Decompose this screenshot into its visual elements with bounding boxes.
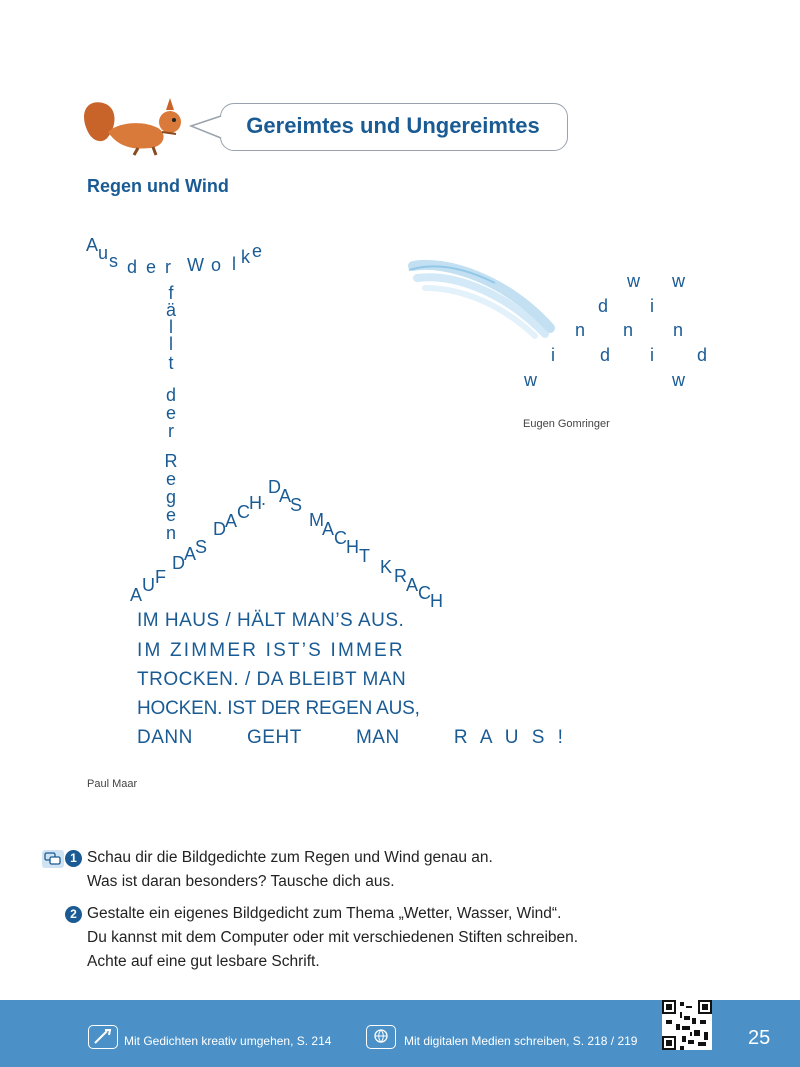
- poem-letter: l: [232, 254, 236, 274]
- globe-screen-icon: [366, 1025, 396, 1049]
- poem-letter: t: [168, 353, 174, 373]
- poem-letter: r: [168, 421, 174, 441]
- poem-letter: A: [184, 544, 197, 564]
- task-line: Gestalte ein eigenes Bildgedicht zum Thema „Wetter, Wasser, Wind“.: [87, 905, 562, 922]
- squirrel-illustration: [78, 92, 193, 156]
- poem-letter: H: [430, 591, 443, 611]
- poem-letter: s: [109, 251, 118, 271]
- poem-text: DANN: [137, 727, 193, 748]
- poem-letter: w: [627, 271, 640, 291]
- poem-letter: A: [406, 575, 419, 595]
- poem-letter: R: [164, 451, 178, 471]
- poem-block-line: [137, 640, 431, 662]
- page-title: Gereimtes und Ungereimtes: [246, 113, 540, 138]
- poem-letter: f: [168, 283, 174, 303]
- poem-letter: i: [551, 345, 555, 365]
- poem-letter: D: [268, 477, 281, 497]
- poem-letter: e: [165, 403, 176, 423]
- poem-letter: K: [380, 557, 393, 577]
- poem-text: R A U S !: [453, 727, 567, 748]
- poem-letter: e: [165, 469, 176, 489]
- poem-letter: d: [600, 345, 611, 365]
- poem-letter: i: [650, 345, 654, 365]
- poem-letter: D: [213, 519, 226, 539]
- poem-letter: S: [290, 495, 303, 515]
- poem-letter: A: [225, 511, 238, 531]
- poem-letter: C: [334, 528, 347, 548]
- poem-letter: C: [237, 502, 250, 522]
- poem-text: IM ZIMMER IST’S IMMER: [137, 640, 405, 661]
- poem-letter: n: [623, 320, 634, 340]
- poem-letter: H: [249, 493, 262, 513]
- poem-block-line: [137, 698, 431, 720]
- poem-letter: M: [309, 510, 324, 530]
- poem-block-line: [137, 610, 431, 632]
- poem-letter: w: [524, 370, 537, 390]
- poem-block-line: [137, 669, 431, 691]
- poem-letter: o: [211, 255, 222, 275]
- task-1: [87, 846, 493, 894]
- poem-letter: A: [130, 585, 143, 605]
- poem-letter: C: [418, 583, 431, 603]
- pencil-wrench-icon: [88, 1025, 118, 1049]
- task-line: Schau dir die Bildgedichte zum Regen und Wind genau an.: [87, 849, 493, 866]
- footer-link-digital[interactable]: Mit digitalen Medien schreiben, S. 218 / 219: [404, 1034, 638, 1048]
- poem-letter: ä: [165, 300, 176, 320]
- poem-letter: W: [187, 255, 204, 275]
- poem-letter: R: [394, 566, 407, 586]
- poem-letter: r: [165, 257, 171, 277]
- task-number: 1: [65, 850, 82, 867]
- poem-letter: i: [650, 296, 654, 316]
- task-2: [87, 902, 578, 974]
- footer-link-poems[interactable]: Mit Gedichten kreativ umgehen, S. 214: [124, 1034, 332, 1048]
- poem-letter: e: [165, 505, 176, 525]
- poem-letter: n: [575, 320, 586, 340]
- poem-letter: H: [346, 537, 359, 557]
- poem-block-line: [137, 727, 567, 749]
- poem-letter: A: [322, 519, 335, 539]
- poem-letter: U: [142, 575, 155, 595]
- poem-letter: l: [169, 334, 173, 354]
- poem-letter: D: [172, 553, 185, 573]
- poem-author: Paul Maar: [87, 778, 138, 790]
- task-line: Du kannst mit dem Computer oder mit verschiedenen Stiften schreiben.: [87, 929, 579, 946]
- poem-letter: l: [169, 317, 173, 337]
- poem-letter: n: [165, 523, 176, 543]
- wind-swoosh-illustration: [405, 258, 555, 340]
- poem-letter: e: [146, 257, 157, 277]
- poem-letter: k: [241, 247, 250, 267]
- poem-letter: n: [673, 320, 684, 340]
- poem-text: IM HAUS / HÄLT MAN’S AUS.: [137, 610, 405, 631]
- poem-letter: g: [165, 487, 176, 507]
- poem-letter: .: [261, 489, 267, 509]
- task-number: 2: [65, 906, 82, 923]
- poem-letter: d: [697, 345, 708, 365]
- poem-letter: w: [672, 271, 685, 291]
- task-line: Achte auf eine gut lesbare Schrift.: [87, 953, 320, 970]
- poem-text: MAN: [355, 727, 400, 748]
- discussion-icon: [42, 850, 64, 868]
- poem-letter: u: [98, 243, 109, 263]
- qr-code[interactable]: [662, 1000, 712, 1050]
- poem-letter: A: [279, 486, 292, 506]
- poem-letter: F: [155, 567, 166, 587]
- poem-author: Eugen Gomringer: [523, 418, 610, 430]
- task-line: Was ist daran besonders? Tausche dich aus.: [87, 873, 395, 890]
- poem-letter: S: [195, 537, 208, 557]
- page-number: 25: [748, 1027, 771, 1049]
- poem-letter: d: [127, 257, 138, 277]
- poem-text: TROCKEN. / DA BLEIBT MAN: [137, 669, 407, 690]
- poem-letter: T: [359, 546, 370, 566]
- poem-text: GEHT: [247, 727, 302, 748]
- poem-title: Regen und Wind: [87, 176, 229, 196]
- poem-letter: e: [252, 241, 263, 261]
- poem-text: HOCKEN. IST DER REGEN AUS,: [137, 698, 420, 719]
- poem-letter: A: [86, 235, 99, 255]
- poem-letter: d: [598, 296, 609, 316]
- poem-letter: w: [672, 370, 685, 390]
- poem-letter: d: [165, 385, 176, 405]
